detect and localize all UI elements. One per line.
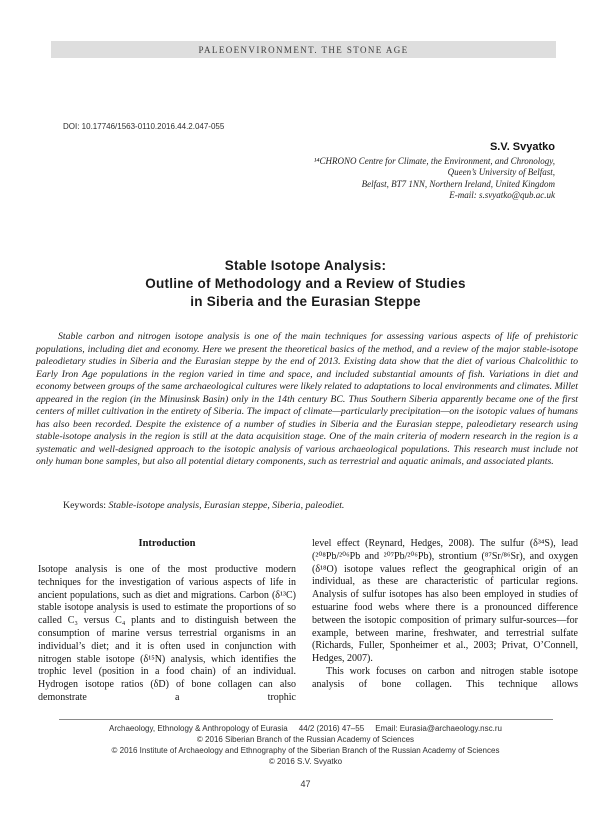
author-block	[314, 141, 555, 202]
body-paragraph: Isotope analysis is one of the most productive modern techniques for the investigation of various aspects of life in ancient populations, such as diet and migrations. Carbon (δ¹³C) stable isotope analysis is used to estimate the proportions of so called C₃ versus C₄ plants and to distinguish between the consumption of marine versus terrestrial organisms in an individual’s diet; and it is often used in conjunction with nitrogen stable isotope (δ¹⁵N) analysis, which identifies the trophic level (position in a food chain) of an individual. Hydrogen isotope ratios (δD) of bone collagen can also demonstrate a trophic	[38, 564, 296, 703]
affiliation-line: Belfast, BT7 1NN, Northern Ireland, United Kingdom	[361, 178, 555, 189]
keywords-line	[63, 500, 575, 511]
section-heading-introduction: Introduction	[138, 538, 196, 549]
article-title-line: in Siberia and the Eurasian Steppe	[190, 294, 421, 309]
footer-copyright-line: © 2016 Institute of Archaeology and Ethnography of the Siberian Branch of the Russian Academy of Sciences	[111, 746, 500, 755]
footer-copyright-line: © 2016 Siberian Branch of the Russian Academy of Sciences	[196, 735, 415, 744]
right-column	[312, 538, 578, 692]
doi: DOI: 10.17746/1563-0110.2016.44.2.047-055	[63, 122, 225, 131]
page-number: 47	[300, 779, 311, 789]
article-title-line: Outline of Methodology and a Review of Studies	[145, 276, 466, 291]
body-paragraph: This work focuses on carbon and nitrogen stable isotope analysis of bone collagen. This technique allows	[312, 665, 578, 690]
affiliation-line: Queen’s University of Belfast,	[447, 167, 555, 178]
footer	[0, 723, 611, 767]
footer-divider	[59, 719, 553, 720]
author-name: S.V. Svyatko	[489, 141, 555, 153]
affiliation-line: ¹⁴CHRONO Centre for Climate, the Environment, and Chronology,	[313, 156, 555, 166]
section-label: PALEOENVIRONMENT. THE STONE AGE	[198, 44, 409, 55]
abstract: Stable carbon and nitrogen isotope analysis is one of the main techniques for assessing various aspects of life of prehistoric populations, including diet and economy. Here we present the theoretical basics of the method, and a review of the major stable-isotope paleodietary studies in Siberia and the Eurasian steppe by the end of 2013. Existing data show that the diet of various Chalcolithic to Early Iron Age populations in the region varied in time and space, and included substantial amounts of fish. Variations in diet and economy between groups of the same archaeological cultures were likely related to adaptations to local environments and climates. Millet appeared in the region (in the Minusinsk Basin) only in the 14th century BC. Thus Southern Siberia apparently became one of the first centers of millet cultivation in the entirety of Siberia. The impact of climate—particularly precipitation—on the isotopic values of humans has also been recorded. Despite the existence of a number of studies in Siberia and the Eurasian steppe, paleodietary research using stable-isotope analysis in the region is still at the data acquisition stage. One of the main criteria of modern research in the region is a systematic and well-designed approach to the isotopic analysis of various archaeological populations. This research must include not only human bone samples, but also all potential dietary components, such as terrestrial and aquatic animals, and associated plants.	[36, 331, 578, 468]
footer-copyright-line: © 2016 S.V. Svyatko	[268, 757, 343, 766]
footer-journal-line: Archaeology, Ethnology & Anthropology of Eurasia 44/2 (2016) 47–55 Email: Eurasia@archaeology.nsc.ru	[109, 724, 502, 733]
running-head-band	[51, 41, 556, 58]
article-title-line: Stable Isotope Analysis:	[224, 258, 387, 273]
body-paragraph: level effect (Reynard, Hedges, 2008). The sulfur (δ³⁴S), lead (²⁰⁸Pb/²⁰⁶Pb and ²⁰⁷Pb/²⁰⁶Pb), strontium (⁸⁷Sr/⁸⁶Sr), and oxygen (δ¹⁸O) isotope values reflect the geographical origin of an individual, as these are characteristic of particular regions. Analysis of sulfur isotopes has also been employed in studies of estuarine food webs where there is a pronounced difference between the isotopic composition of primary sulfur-sources—for example, between marine, freshwater, and terrestrial sulfate (Richards, Fuller, Sponheimer et al., 2003; Privat, O’Connell, Hedges, 2007).	[312, 538, 578, 665]
keywords-text: Stable-isotope analysis, Eurasian steppe, Siberia, paleodiet.	[108, 500, 345, 511]
left-column	[38, 538, 296, 705]
article-title	[0, 257, 611, 311]
author-email: E-mail: s.svyatko@qub.ac.uk	[449, 190, 555, 201]
keywords-label: Keywords:	[63, 500, 106, 511]
